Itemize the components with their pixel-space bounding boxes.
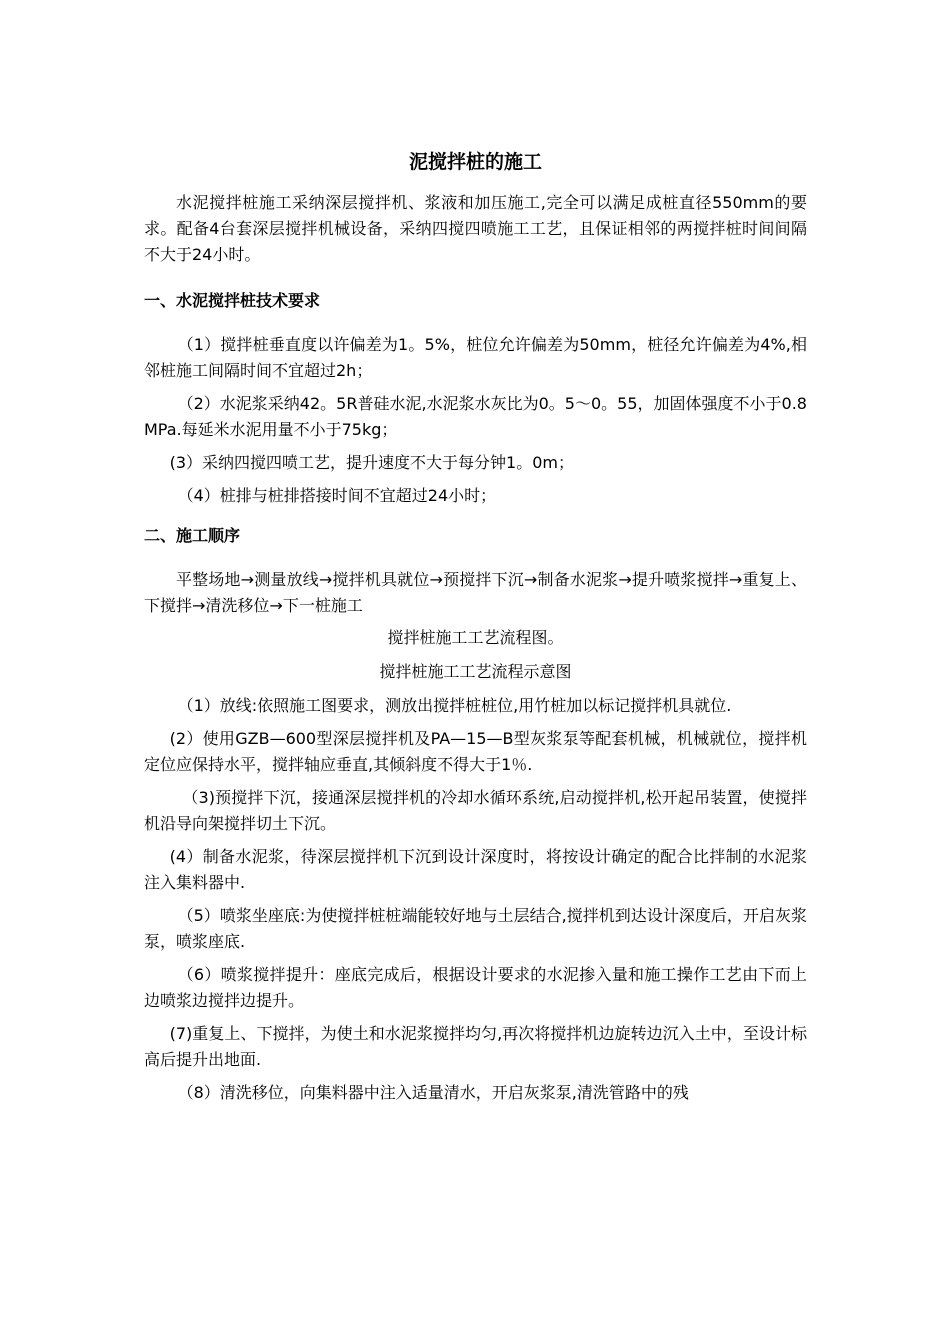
process-flow-paragraph: 平整场地→测量放线→搅拌机具就位→预搅拌下沉→制备水泥浆→提升喷浆搅拌→重复上、下搅拌→清洗移位→下一桩施工 — [144, 570, 807, 615]
document-title: 泥搅拌桩的施工 — [408, 151, 542, 173]
section-heading-construction-sequence: 二、施工顺序 — [144, 526, 241, 545]
requirement-item: （2）水泥浆采纳42。5R普硅水泥,水泥浆水灰比为0。5～0。55，加固体强度不小于0.8MPa.每延米水泥用量不小于75kg； — [144, 394, 807, 439]
construction-steps-list — [144, 693, 807, 1106]
step-item: （1）放线:依照施工图要求，测放出搅拌桩桩位,用竹桩加以标记搅拌机具就位. — [177, 696, 732, 715]
technical-requirements-list — [144, 332, 807, 509]
step-item: (7)重复上、下搅拌，为使土和水泥浆搅拌均匀,再次将搅拌机边旋转边沉入土中，至设计标高后提升出地面. — [144, 1024, 807, 1069]
step-item: （6）喷浆搅拌提升：座底完成后，根据设计要求的水泥掺入量和施工操作工艺由下而上边喷浆边搅拌边提升。 — [144, 965, 807, 1010]
requirement-item: （1）搅拌桩垂直度以许偏差为1。5%，桩位允许偏差为50mm，桩径允许偏差为4%,相邻桩施工间隔时间不宜超过2h； — [144, 335, 807, 380]
flowchart-caption: 搅拌桩施工工艺流程图。 — [387, 628, 564, 647]
schematic-caption: 搅拌桩施工工艺流程示意图 — [379, 662, 572, 681]
document-body — [144, 148, 807, 1113]
requirement-item: (3）采纳四搅四喷工艺，提升速度不大于每分钟1。0m； — [169, 453, 574, 472]
step-item: (2）使用GZB—600型深层搅拌机及PA—15—B型灰浆泵等配套机械，机械就位，搅拌机定位应保持水平，搅拌轴应垂直,其倾斜度不得大于1％. — [144, 729, 807, 774]
step-item: （5）喷浆坐座底:为使搅拌桩桩端能较好地与土层结合,搅拌机到达设计深度后，开启灰浆泵，喷浆座底. — [144, 906, 807, 951]
step-item: (4）制备水泥浆，待深层搅拌机下沉到设计深度时，将按设计确定的配合比拌制的水泥浆注入集料器中. — [144, 847, 807, 892]
requirement-item: （4）桩排与桩排搭接时间不宜超过24小时； — [177, 486, 497, 505]
section-heading-technical-requirements: 一、水泥搅拌桩技术要求 — [144, 291, 321, 310]
intro-paragraph: 水泥搅拌桩施工采纳深层搅拌机、浆液和加压施工,完全可以满足成桩直径550mm的要求。配备4台套深层搅拌机械设备，采纳四搅四喷施工工艺，且保证相邻的两搅拌桩时间间隔不大于24小时。 — [144, 193, 807, 264]
step-item: （8）清洗移位，向集料器中注入适量清水，开启灰浆泵,清洗管路中的残 — [177, 1083, 689, 1102]
step-item: （3)预搅拌下沉，接通深层搅拌机的冷却水循环系统,启动搅拌机,松开起吊装置，使搅拌机沿导向架搅拌切土下沉。 — [144, 788, 807, 833]
